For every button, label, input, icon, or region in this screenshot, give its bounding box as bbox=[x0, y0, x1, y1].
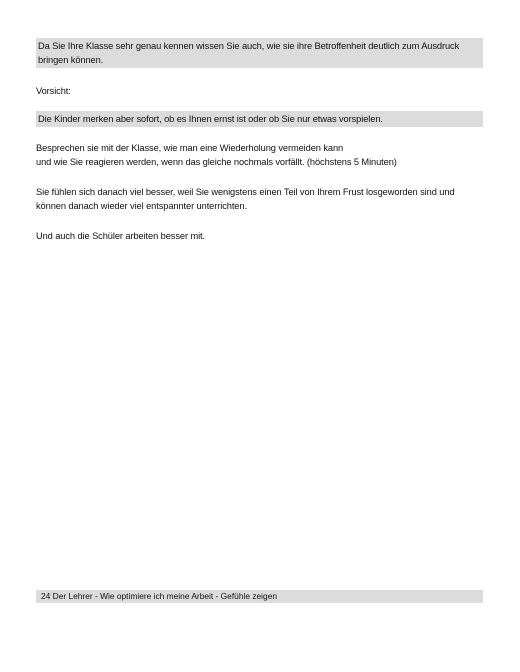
paragraph-discuss bbox=[36, 141, 483, 169]
page-footer: 24 Der Lehrer - Wie optimiere ich meine Arbeit - Gefühle zeigen bbox=[36, 590, 483, 603]
paragraph-line: Die Kinder merken aber sofort, ob es Ihnen ernst ist oder ob Sie nur etwas vorspielen. bbox=[38, 114, 383, 124]
paragraph-caution-label bbox=[36, 84, 483, 98]
paragraph-line: Sie fühlen sich danach viel besser, weil Sie wenigstens einen Teil von Ihrem Frust losgeworden sind und bbox=[36, 187, 455, 197]
paragraph-line: und wie Sie reagieren werden, wenn das gleiche nochmals vorfällt. (höchstens 5 Minuten) bbox=[36, 157, 397, 167]
highlighted-paragraph-intro bbox=[36, 38, 483, 68]
paragraph-line: Und auch die Schüler arbeiten besser mit. bbox=[36, 231, 206, 241]
paragraph-feeling bbox=[36, 185, 483, 213]
paragraph-line: bringen können. bbox=[38, 55, 104, 65]
paragraph-students bbox=[36, 229, 483, 243]
paragraph-line: Da Sie Ihre Klasse sehr genau kennen wissen Sie auch, wie sie ihre Betroffenheit deutlich zum Ausdruck bbox=[38, 41, 460, 51]
paragraph-line: Besprechen sie mit der Klasse, wie man eine Wiederholung vermeiden kann bbox=[36, 143, 344, 153]
paragraph-line: können danach wieder viel entspannter unterrichten. bbox=[36, 201, 247, 211]
paragraph-line: Vorsicht: bbox=[36, 86, 71, 96]
highlighted-paragraph-caution bbox=[36, 111, 483, 127]
